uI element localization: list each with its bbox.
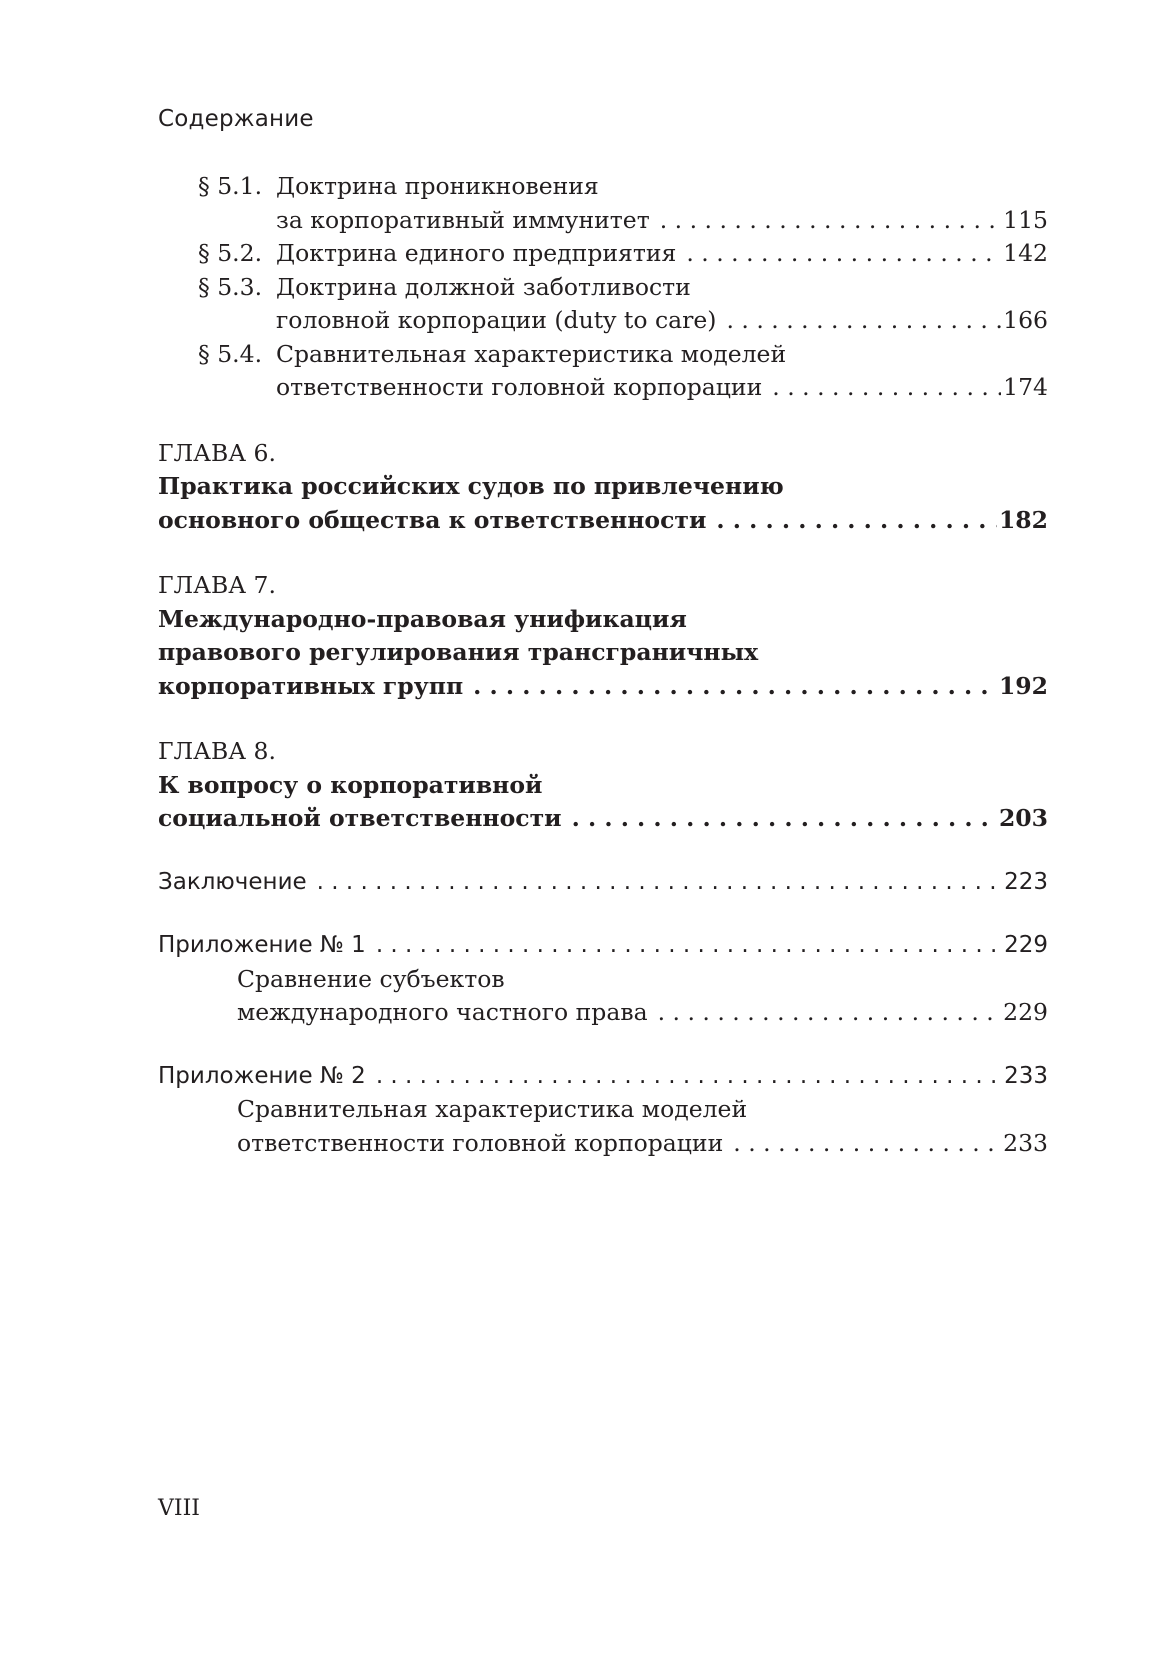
section-title: Доктрина должной заботливости [276,272,691,301]
appendix-subtitle: Сравнение субъектов [237,964,505,993]
page-number: 192 [998,671,1048,700]
section-title: Доктрина единого предприятия [276,239,677,267]
page-number: 233 [1003,1128,1048,1157]
toc-appendix-2[interactable] [158,1060,1048,1094]
dot-leader [716,504,997,538]
toc-entry-5-1-cont[interactable] [158,204,1048,238]
chapter-title-cont: основного общества к ответственности [158,505,707,534]
spacer [158,703,1048,735]
toc-appendix-2-sub-cont[interactable] [158,1127,1048,1161]
dot-leader [658,996,1002,1030]
spacer [158,1030,1048,1060]
toc-entry-5-3-cont[interactable] [158,304,1048,338]
toc-entry-5-2[interactable] [158,237,1048,271]
chapter-label: ГЛАВА 6. [158,438,276,467]
section-title-cont: за корпоративный иммунитет [276,205,650,234]
section-number: § 5.1. [198,172,263,200]
dot-leader [660,204,1001,238]
section-title-cont: головной корпорации (duty to care) [276,306,717,334]
toc-entry-5-1[interactable] [158,170,1048,204]
dot-leader [376,1060,1002,1094]
page-number: 174 [1003,373,1048,401]
toc-chapter-8-title-cont[interactable] [158,802,1048,836]
dot-leader [317,866,1002,900]
section-title-cont: ответственности головной корпорации [276,373,763,401]
chapter-title-cont: социальной ответственности [158,804,562,832]
toc-chapter-8-title[interactable] [158,769,1048,803]
toc-appendix-1[interactable] [158,929,1048,963]
dot-leader [473,670,997,704]
spacer [158,836,1048,866]
spacer [158,405,1048,437]
page-number: 229 [1003,998,1048,1026]
chapter-title: К вопросу о корпоративной [158,770,543,799]
dot-leader [572,802,997,836]
toc-chapter-7-title-cont[interactable] [158,636,1048,670]
section-number: § 5.4. [198,339,263,368]
appendix-title: Приложение № 2 [158,1062,366,1089]
page-number: 115 [1003,205,1048,234]
toc-entry-5-4[interactable] [158,338,1048,372]
dot-leader [376,929,1002,963]
toc-chapter-6-title[interactable] [158,470,1048,504]
page-number: 203 [998,804,1048,832]
page-number: 142 [1003,239,1048,267]
section-number: § 5.3. [198,272,263,301]
conclusion-title: Заключение [158,868,307,895]
dot-leader [772,371,1001,405]
appendix-subtitle: Сравнительная характеристика моделей [237,1095,748,1123]
chapter-title-cont: корпоративных групп [158,671,464,700]
spacer [158,899,1048,929]
section-number: § 5.2. [198,239,263,267]
running-header: Содержание [158,106,314,132]
appendix-subtitle-cont: международного частного права [237,998,648,1026]
chapter-title: Международно-правовая унификация [158,604,687,633]
toc-entry-5-3[interactable] [158,271,1048,305]
toc-chapter-7-title[interactable] [158,603,1048,637]
toc-appendix-1-sub[interactable] [158,963,1048,997]
section-title: Сравнительная характеристика моделей [276,339,787,368]
appendix-subtitle-cont: ответственности головной корпорации [237,1128,724,1157]
table-of-contents [158,170,1048,1160]
spacer [158,537,1048,569]
chapter-label: ГЛАВА 8. [158,737,276,765]
toc-conclusion[interactable] [158,866,1048,900]
section-title: Доктрина проникновения [276,172,599,200]
folio-page-number: VIII [158,1496,200,1521]
page-number: 229 [1004,932,1048,958]
appendix-title: Приложение № 1 [158,932,366,958]
dot-leader [686,237,1001,271]
chapter-title-cont: правового регулирования трансграничных [158,638,759,666]
page-number: 166 [1003,306,1048,334]
chapter-label: ГЛАВА 7. [158,571,276,599]
dot-leader [733,1127,1001,1161]
page-number: 182 [998,505,1048,534]
toc-appendix-1-sub-cont[interactable] [158,996,1048,1030]
dot-leader [726,304,1001,338]
page-number: 233 [1004,1062,1048,1089]
toc-chapter-6-title-cont[interactable] [158,504,1048,538]
toc-appendix-2-sub[interactable] [158,1093,1048,1127]
chapter-title: Практика российских судов по привлечению [158,472,784,500]
page-number: 223 [1004,868,1048,895]
toc-chapter-7-title-cont2[interactable] [158,670,1048,704]
toc-entry-5-4-cont[interactable] [158,371,1048,405]
